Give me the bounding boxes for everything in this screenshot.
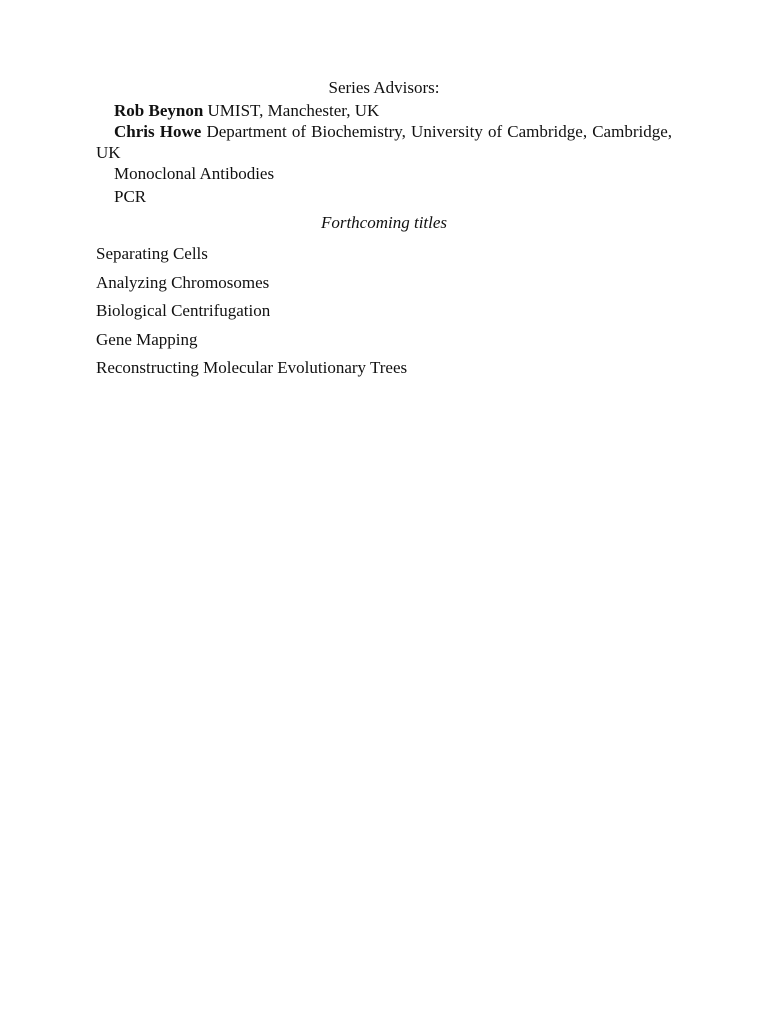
advisor-entry: [96, 100, 672, 121]
forthcoming-item: Analyzing Chromosomes: [96, 272, 270, 292]
forthcoming-heading: Forthcoming titles: [320, 213, 448, 232]
series-advisors-heading: Series Advisors:: [328, 78, 440, 97]
advisor-entry: [96, 121, 672, 163]
forthcoming-item: Biological Centrifugation: [96, 301, 271, 320]
advisor-affiliation: Department of Biochemistry, University of Cambridge, Cambridge, UK: [96, 122, 673, 162]
forthcoming-list: [96, 240, 672, 383]
forthcoming-item: Gene Mapping: [96, 329, 198, 349]
published-title: Monoclonal Antibodies: [114, 164, 275, 183]
advisor-affiliation: UMIST, Manchester, UK: [207, 101, 380, 120]
series-page: [96, 74, 672, 383]
forthcoming-item: Separating Cells: [96, 244, 208, 263]
advisor-name: Chris Howe: [114, 122, 202, 141]
advisor-name: Rob Beynon: [114, 101, 204, 120]
forthcoming-item: Reconstructing Molecular Evolutionary Trees: [96, 358, 408, 377]
published-title: PCR: [114, 187, 147, 206]
